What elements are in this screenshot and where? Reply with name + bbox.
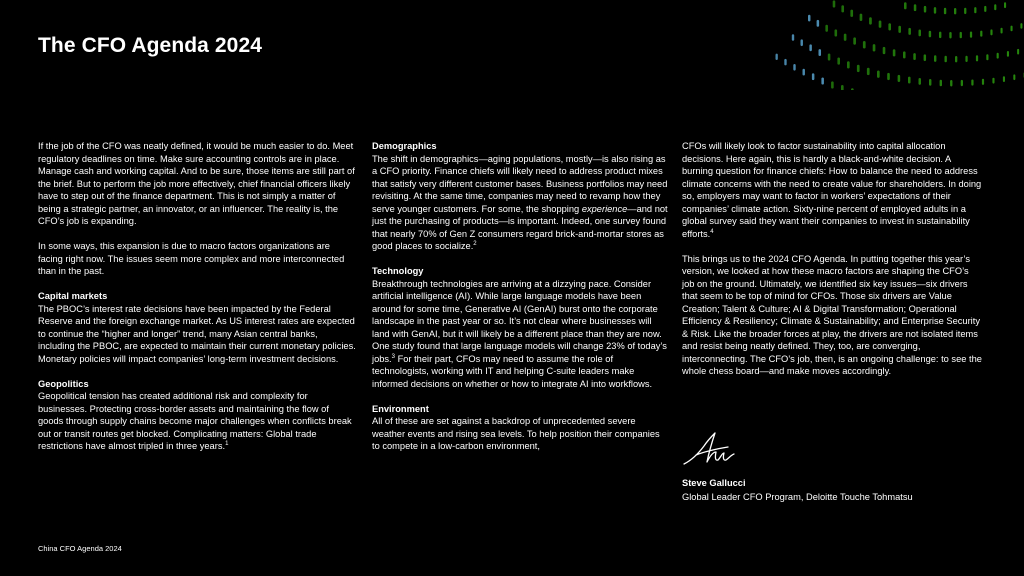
decor-dot-30 — [1020, 23, 1022, 29]
decor-dot-24 — [960, 32, 962, 38]
decor-dot-16 — [879, 21, 882, 28]
decor-dot-61 — [867, 68, 870, 75]
decor-dot-29 — [1011, 26, 1013, 32]
column-2 — [372, 140, 670, 465]
decor-dot-60 — [857, 65, 860, 72]
decor-dot-63 — [887, 73, 890, 80]
decor-dot-31 — [808, 15, 810, 22]
page-title: The CFO Agenda 2024 — [38, 34, 263, 57]
capital-markets-body: The PBOC’s interest rate decisions have been impacted by the Federal Reserve and the foreign exchange market. As US interest rates are expected to continue the “higher and longer” trend, many Asian central banks, including the PBOC, are expected to maintain their current monetary policies. Monetary policies will impact companies’ long-term investment decisions. — [38, 303, 356, 364]
decor-dot-17 — [888, 23, 891, 30]
section-environment — [372, 403, 670, 453]
decor-dot-74 — [1003, 76, 1005, 82]
decor-dot-0 — [904, 2, 907, 9]
signatory-name: Steve Gallucci — [682, 478, 746, 488]
decor-dot-46 — [955, 56, 957, 62]
decor-dot-85 — [851, 88, 854, 90]
decor-dot-55 — [809, 44, 811, 51]
agenda-paragraph: This brings us to the 2024 CFO Agenda. In putting together this year’s version, we looked at how these macro factors are shaping the CFO’s job on the ground. Ultimately, we identified six key issues—six drivers that seem to be top of mind for CFOs. Those six drivers are Value Creation; Talent & Culture; AI & Digital Transformation; Operational Efficiency & Resiliency; Climate & Sustainability; and Enterprise Security & Risk. Like the broader forces at play, the drivers are not isolated items and resist being neatly defined. They, too, are converging, interconnecting. The CFO’s job, then, is an ongoing challenge: to see the whole chess board—and make moves accordingly. — [682, 253, 982, 376]
decor-dot-25 — [970, 32, 972, 38]
decor-dot-79 — [793, 64, 795, 71]
decor-dot-78 — [784, 59, 786, 66]
decor-dot-50 — [997, 53, 999, 59]
decor-dot-39 — [883, 47, 886, 54]
sustainability-paragraph — [682, 140, 982, 240]
decor-dot-22 — [939, 32, 941, 39]
decor-dot-56 — [819, 49, 822, 56]
decor-dot-21 — [929, 31, 931, 38]
decor-dot-75 — [1013, 74, 1015, 80]
decor-dot-18 — [898, 26, 901, 33]
decor-dot-82 — [821, 78, 824, 85]
geopolitics-body: Geopolitical tension has created additional risk and complexity for businesses. Protecting cross-border assets and maintaining the flow of goods through supply chains become major challenges when conflicts break out or transit routes get blocked. Complicating matters: Global trade restrictions have almost tripled in three years. — [38, 391, 352, 451]
decor-dot-13 — [850, 10, 853, 17]
decor-dot-38 — [873, 44, 876, 51]
decor-dot-64 — [898, 75, 901, 82]
decor-dot-70 — [961, 80, 963, 86]
decor-dot-14 — [860, 14, 863, 21]
technology-body-2: For their part, CFOs may need to assume the role of technologists, working with IT and helping C-suite leaders make informed decisions on whether or how to integrate AI into workflows. — [372, 353, 653, 389]
decor-dot-41 — [903, 51, 906, 58]
decor-dot-80 — [803, 69, 805, 76]
decor-dot-11 — [833, 0, 836, 7]
decorative-dot-pattern — [624, 0, 1024, 90]
demographics-body-2: —and not just the purchasing of products—is important. Indeed, one survey found that nearly 70% of Gen Z consumers regard brick-and-mortar stores as good places to socialize. — [372, 203, 668, 251]
demographics-body-1: The shift in demographics—aging populations, mostly—is also rising as a CFO priority. Finance chiefs will likely need to address product mixes that satisfy very different customer bases. Business portfolios may need revisiting. At the same time, companies may need to revamp how they serve younger customers. For some, the shopping — [372, 153, 668, 214]
decor-dot-3 — [934, 7, 936, 14]
decor-dot-68 — [940, 80, 942, 87]
decor-dot-10 — [1004, 2, 1006, 8]
decor-dot-49 — [986, 54, 988, 60]
demographics-emphasis: experience — [581, 203, 628, 214]
decor-dot-40 — [893, 49, 896, 56]
technology-heading: Technology — [372, 266, 424, 276]
decor-dot-83 — [831, 81, 834, 88]
geopolitics-heading: Geopolitics — [38, 378, 89, 389]
decor-dot-73 — [992, 78, 994, 84]
decor-dot-65 — [908, 77, 911, 84]
decor-dot-9 — [994, 4, 996, 10]
intro-paragraph-2: In some ways, this expansion is due to macro factors organizations are facing right now. The issues seem more complex and more interconnected than in the past. — [38, 241, 345, 276]
column-3 — [682, 140, 982, 390]
decor-dot-28 — [1001, 28, 1003, 34]
capital-markets-heading: Capital markets — [38, 291, 108, 301]
decor-dot-1 — [914, 4, 917, 11]
decor-dot-59 — [847, 61, 850, 68]
decor-dot-54 — [801, 39, 803, 46]
footnote-ref-1: 1 — [225, 440, 229, 447]
column-1 — [38, 140, 356, 465]
footnote-ref-3: 3 — [391, 353, 395, 360]
decor-dot-45 — [945, 56, 947, 63]
decor-dot-48 — [976, 55, 978, 61]
decor-dot-43 — [924, 54, 926, 61]
decor-dot-6 — [964, 8, 966, 14]
decor-dot-8 — [984, 6, 986, 12]
decor-dot-84 — [841, 85, 844, 90]
decor-dot-37 — [863, 41, 866, 48]
decor-dot-52 — [1017, 49, 1019, 55]
footer-label: China CFO Agenda 2024 — [38, 544, 122, 553]
decor-dot-81 — [812, 73, 814, 80]
decor-dot-34 — [835, 29, 838, 36]
decor-dot-35 — [844, 34, 847, 41]
decor-dot-72 — [982, 79, 984, 85]
decor-dot-7 — [974, 7, 976, 13]
decor-dot-4 — [944, 8, 946, 15]
decor-dot-27 — [990, 29, 992, 35]
handwritten-signature — [682, 430, 742, 472]
decor-dot-15 — [869, 17, 872, 24]
decor-dot-71 — [971, 80, 973, 86]
decor-dot-5 — [954, 8, 956, 14]
technology-body-1: Breakthrough technologies are arriving at a dizzying pace. Consider artificial intelligence (AI). While large language models have been around for some time, Generative AI (GenAI) burst onto the corporate landscape in the past year or so. It’s not clear where businesses will land with GenAI, but it will likely be a different place than they are now. One study found that large language models will change 23% of today’s jobs. — [372, 278, 667, 364]
section-technology — [372, 265, 670, 390]
section-geopolitics — [38, 378, 356, 453]
decor-dot-32 — [817, 20, 820, 27]
decor-dot-42 — [913, 53, 916, 60]
decor-dot-19 — [908, 28, 911, 35]
environment-heading: Environment — [372, 403, 429, 414]
decor-dot-62 — [877, 71, 880, 78]
sustainability-body: CFOs will likely look to factor sustainability into capital allocation decisions. Here again, this is hardly a black-and-white decision. A burning question for finance chiefs: How to balance the need to address climate concerns with the need to create value for shareholders. In doing so, employers may want to factor in workers’ expectations of their companies’ climate action. Sixty-nine percent of employed adults in a global survey said they want their companies to invest in sustainability efforts. — [682, 141, 982, 239]
decor-dot-2 — [924, 6, 926, 13]
signatory-role: Global Leader CFO Program, Deloitte Touche Tohmatsu — [682, 492, 913, 502]
decor-dot-12 — [841, 5, 844, 12]
decor-dot-57 — [828, 54, 831, 61]
decor-dot-69 — [950, 80, 952, 86]
decor-dot-67 — [929, 79, 931, 86]
decor-dot-51 — [1007, 51, 1009, 57]
decor-dot-20 — [919, 30, 921, 37]
intro-paragraph-1: If the job of the CFO was neatly defined, it would be much easier to do. Meet regulatory deadlines on time. Make sure accounting controls are in place. Manage cash and working capital. And to be sure, those items are still part of the brief. But to perform the job more effectively, chief financial officers likely have to step out of the finance department. This is not simply a matter of being a strategic partner, an innovator, or an influencer. The reality is, the CFO’s job is expanding. — [38, 141, 355, 226]
decor-dot-58 — [837, 58, 840, 65]
decor-dot-26 — [980, 31, 982, 37]
decor-dot-53 — [792, 34, 794, 41]
decor-dot-77 — [776, 54, 778, 60]
section-demographics — [372, 140, 670, 253]
decor-dot-66 — [919, 78, 921, 85]
section-capital-markets — [38, 290, 356, 365]
demographics-heading: Demographics — [372, 141, 437, 151]
footnote-ref-2: 2 — [473, 240, 477, 247]
decor-dot-44 — [934, 55, 936, 62]
footnote-ref-4: 4 — [710, 228, 714, 235]
decor-dot-33 — [825, 25, 828, 32]
decor-dot-23 — [949, 32, 951, 38]
decor-dot-36 — [853, 37, 856, 44]
decor-dot-47 — [965, 56, 967, 62]
environment-body: All of these are set against a backdrop of unprecedented severe weather events and rising sea levels. To help position their companies to compete in a low-carbon environment, — [372, 416, 660, 451]
